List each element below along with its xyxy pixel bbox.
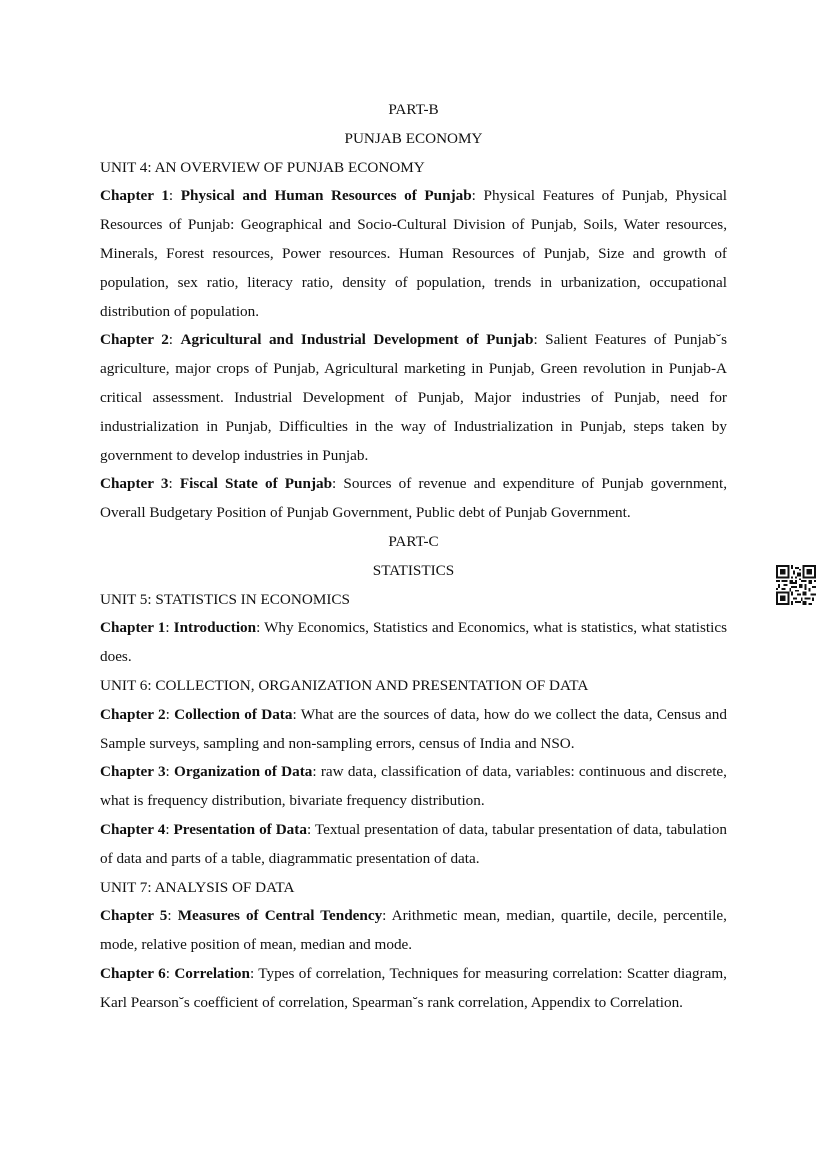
chapter-label: Chapter 4 <box>100 820 166 838</box>
unit-5-heading: UNIT 5: STATISTICS IN ECONOMICS <box>100 590 350 608</box>
chapter-body: Arithmetic mean, median, quartile, decile, percentile, mode, relative position of mean, median and mode. <box>100 907 727 954</box>
chapter-label: Chapter 1 <box>100 619 166 637</box>
unit-4-chapter-1: Chapter 1: Physical and Human Resources of Punjab: Physical Features of Punjab, Physical Resources of Punjab: Geographical and Socio-Cultural Division of Punjab, Soils, Water resources, Minerals, Forest resources, Power resources. Human Resources of Punjab, Size and growth of population, sex ratio, literacy ratio, density of population, trends in urbanization, occupational distribution of population. <box>100 187 727 320</box>
unit-5-chapter-1: Chapter 1: Introduction: Why Economics, Statistics and Economics, what is statistics, what statistics does. <box>100 619 727 666</box>
chapter-body: Types of correlation, Techniques for measuring correlation: Scatter diagram, Karl Pearson˘s coefficient of correlation, Spearman˘s rank correlation, Appendix to Correlation. <box>100 964 727 1011</box>
syllabus-content <box>100 96 727 1018</box>
chapter-label: Chapter 5 <box>100 907 168 925</box>
chapter-body: raw data, classification of data, variables: continuous and discrete, what is frequency distribution, bivariate frequency distribution. <box>100 763 727 810</box>
chapter-title: Measures of Central Tendency <box>177 907 383 925</box>
chapter-label: Chapter 6 <box>100 964 166 982</box>
chapter-title: Collection of Data <box>174 705 293 723</box>
qr-code-icon[interactable] <box>776 565 816 605</box>
unit-7-chapter-5: Chapter 5: Measures of Central Tendency: Arithmetic mean, median, quartile, decile, percentile, mode, relative position of mean, median and mode. <box>100 907 727 954</box>
chapter-title: Agricultural and Industrial Development of Punjab <box>180 331 534 349</box>
chapter-label: Chapter 1 <box>100 187 169 205</box>
part-c-subtitle: STATISTICS <box>372 561 455 579</box>
unit-7-chapter-6: Chapter 6: Correlation: Types of correlation, Techniques for measuring correlation: Scatter diagram, Karl Pearson˘s coefficient of correlation, Spearman˘s rank correlation, Appendix to Correlation. <box>100 964 727 1011</box>
unit-4-chapter-2: Chapter 2: Agricultural and Industrial Development of Punjab: Salient Features of Punjab˘s agriculture, major crops of Punjab, Agricultural marketing in Punjab, Green revolution in Punjab-A critical assessment. Industrial Development of Punjab, Major industries of Punjab, need for industrialization in Punjab, Difficulties in the way of Industrialization in Punjab, steps taken by government to develop industries in Punjab. <box>100 331 727 464</box>
chapter-body: Sources of revenue and expenditure of Punjab government, Overall Budgetary Position of Punjab Government, Public debt of Punjab Government. <box>100 475 727 522</box>
unit-6-chapter-2: Chapter 2: Collection of Data: What are the sources of data, how do we collect the data, Census and Sample surveys, sampling and non-sampling errors, census of India and NSO. <box>100 705 727 752</box>
chapter-title: Presentation of Data <box>173 820 307 838</box>
chapter-body: What are the sources of data, how do we collect the data, Census and Sample surveys, sampling and non-sampling errors, census of India and NSO. <box>100 705 727 752</box>
chapter-label: Chapter 3 <box>100 763 166 781</box>
unit-6-chapter-3: Chapter 3: Organization of Data: raw data, classification of data, variables: continuous and discrete, what is frequency distribution, bivariate frequency distribution. <box>100 763 727 810</box>
chapter-title: Fiscal State of Punjab <box>179 475 333 493</box>
chapter-title: Introduction <box>173 619 257 637</box>
chapter-label: Chapter 2 <box>100 331 169 349</box>
part-b-title: PART-B <box>388 101 439 118</box>
unit-6-heading: UNIT 6: COLLECTION, ORGANIZATION AND PRESENTATION OF DATA <box>100 676 589 694</box>
chapter-body: Textual presentation of data, tabular presentation of data, tabulation of data and parts of a table, diagrammatic presentation of data. <box>100 820 727 867</box>
chapter-label: Chapter 3 <box>100 475 169 493</box>
chapter-title: Physical and Human Resources of Punjab <box>180 187 472 205</box>
part-b-subtitle: PUNJAB ECONOMY <box>344 129 483 147</box>
chapter-body: Salient Features of Punjab˘s agriculture, major crops of Punjab, Agricultural marketing in Punjab, Green revolution in Punjab-A critical assessment. Industrial Development of Punjab, Major industries of Punjab, need for industrialization in Punjab, Difficulties in the way of Industrialization in Punjab, steps taken by government to develop industries in Punjab. <box>100 331 727 464</box>
chapter-label: Chapter 2 <box>100 705 166 723</box>
chapter-body: Physical Features of Punjab, Physical Resources of Punjab: Geographical and Socio-Cultural Division of Punjab, Soils, Water resources, Minerals, Forest resources, Power resources. Human Resources of Punjab, Size and growth of population, sex ratio, literacy ratio, density of population, trends in urbanization, occupational distribution of population. <box>100 187 727 320</box>
unit-4-heading: UNIT 4: AN OVERVIEW OF PUNJAB ECONOMY <box>100 158 425 176</box>
unit-6-chapter-4: Chapter 4: Presentation of Data: Textual presentation of data, tabular presentation of data, tabulation of data and parts of a table, diagrammatic presentation of data. <box>100 820 727 867</box>
chapter-title: Organization of Data <box>174 763 313 781</box>
chapter-body: Why Economics, Statistics and Economics, what is statistics, what statistics does. <box>100 619 727 666</box>
unit-4-chapter-3: Chapter 3: Fiscal State of Punjab: Sources of revenue and expenditure of Punjab government, Overall Budgetary Position of Punjab Government, Public debt of Punjab Government. <box>100 475 727 522</box>
part-c-title: PART-C <box>388 532 439 550</box>
chapter-title: Correlation <box>174 964 250 982</box>
unit-7-heading: UNIT 7: ANALYSIS OF DATA <box>100 878 295 896</box>
